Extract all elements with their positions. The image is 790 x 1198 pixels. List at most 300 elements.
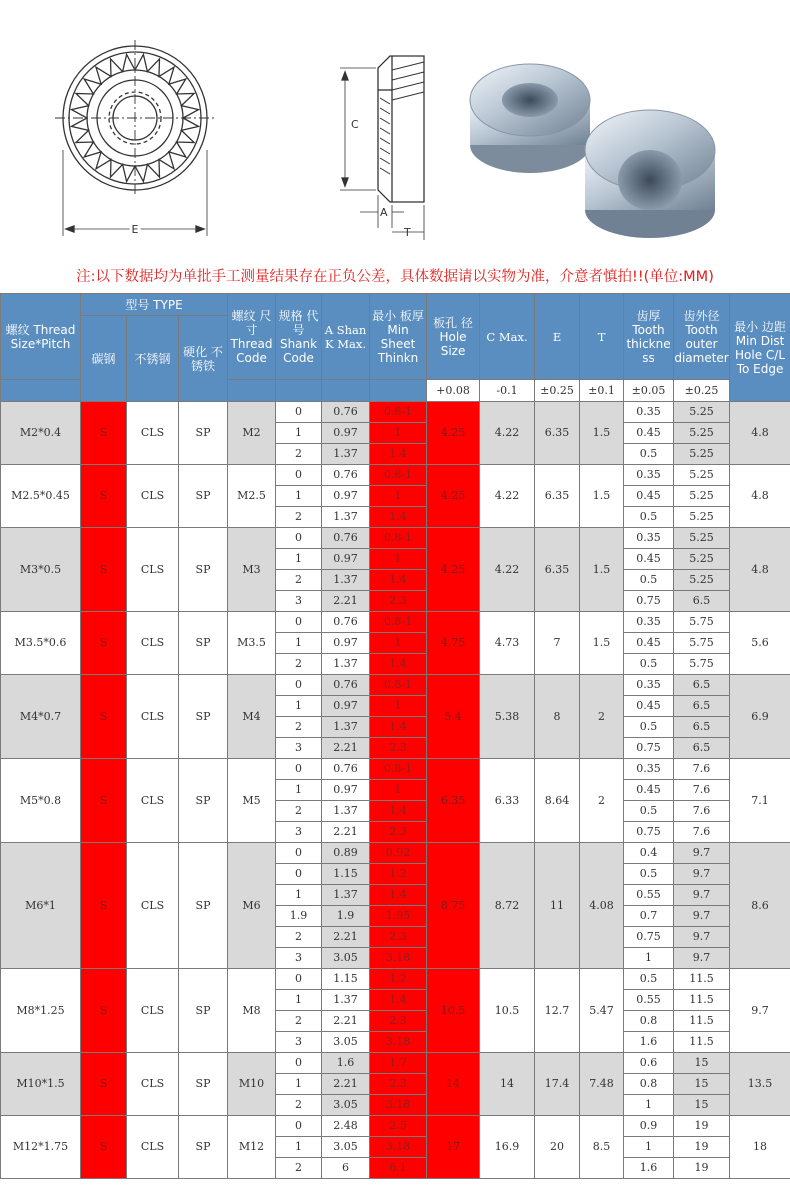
cell-shank-code: 2	[276, 1011, 322, 1032]
dim-label-t: T	[404, 226, 411, 239]
cell-a-max: 1.15	[322, 864, 370, 885]
cell-a-max: 2.21	[322, 822, 370, 843]
cell-type-hardened: SP	[179, 675, 228, 759]
cell-type-stainless: CLS	[127, 1053, 179, 1116]
cell-tooth-thickness: 0.8	[624, 1074, 674, 1095]
cell-a-max: 1.37	[322, 885, 370, 906]
dim-label-a: A	[380, 206, 388, 219]
table-row	[1, 528, 790, 549]
product-photo	[470, 64, 715, 238]
cell-tooth-thickness: 0.5	[624, 570, 674, 591]
cell-tooth-thickness: 0.5	[624, 801, 674, 822]
cell-min-sheet: 1.4	[370, 801, 427, 822]
table-row	[1, 465, 790, 486]
cell-type-carbon-steel: S	[81, 612, 127, 675]
cell-a-max: 1.37	[322, 717, 370, 738]
cell-shank-code: 0	[276, 759, 322, 780]
cell-tooth-diameter: 6.5	[674, 591, 730, 612]
cell-type-hardened: SP	[179, 612, 228, 675]
cell-tooth-thickness: 0.75	[624, 822, 674, 843]
cell-hole-size: 4.25	[427, 402, 480, 465]
cell-type-hardened: SP	[179, 969, 228, 1053]
cell-a-max: 3.05	[322, 1032, 370, 1053]
cell-shank-code: 2	[276, 1095, 322, 1116]
cell-t: 8.5	[580, 1116, 624, 1179]
cell-a-max: 0.97	[322, 423, 370, 444]
cell-type-carbon-steel: S	[81, 675, 127, 759]
cell-min-sheet: 1.4	[370, 885, 427, 906]
table-header	[1, 294, 790, 402]
header-type-hardened: 硬化 不锈铁	[179, 316, 228, 402]
table-row	[1, 1053, 790, 1074]
cell-thread-size: M12*1.75	[1, 1116, 81, 1179]
cell-a-max: 0.76	[322, 465, 370, 486]
cell-tooth-thickness: 0.4	[624, 843, 674, 864]
cell-min-sheet: 0.8-1	[370, 402, 427, 423]
cell-type-stainless: CLS	[127, 612, 179, 675]
cell-tooth-diameter: 7.6	[674, 759, 730, 780]
cell-shank-code: 2	[276, 654, 322, 675]
cell-tooth-diameter: 5.25	[674, 423, 730, 444]
header-thread: 螺纹 Thread Size*Pitch	[1, 294, 81, 380]
cell-shank-code: 1	[276, 1137, 322, 1158]
cell-min-sheet: 2.3	[370, 927, 427, 948]
cell-type-carbon-steel: S	[81, 759, 127, 843]
cell-a-max: 3.05	[322, 1095, 370, 1116]
cell-thread-code: M2.5	[228, 465, 276, 528]
cell-a-max: 0.76	[322, 402, 370, 423]
cell-a-max: 0.97	[322, 633, 370, 654]
cell-min-sheet: 2.5	[370, 1116, 427, 1137]
cell-tooth-thickness: 0.45	[624, 423, 674, 444]
cell-type-carbon-steel: S	[81, 528, 127, 612]
cell-e: 6.35	[535, 528, 580, 612]
table-body	[1, 402, 790, 1179]
cell-c-max: 4.22	[480, 465, 535, 528]
cell-min-sheet: 0.8-1	[370, 675, 427, 696]
header-thread-spacer	[1, 380, 81, 402]
cell-thread-size: M10*1.5	[1, 1053, 81, 1116]
cell-min-dist: 8.6	[730, 843, 790, 969]
cell-type-stainless: CLS	[127, 528, 179, 612]
cell-t: 2	[580, 759, 624, 843]
cell-tooth-diameter: 11.5	[674, 1032, 730, 1053]
cell-min-sheet: 0.8-1	[370, 759, 427, 780]
cell-type-stainless: CLS	[127, 759, 179, 843]
cell-a-max: 2.21	[322, 591, 370, 612]
cell-min-sheet: 6.1	[370, 1158, 427, 1179]
cell-min-sheet: 1.95	[370, 906, 427, 927]
cell-min-dist: 5.6	[730, 612, 790, 675]
cell-min-sheet: 1	[370, 633, 427, 654]
cell-shank-code: 0	[276, 1116, 322, 1137]
cell-shank-code: 2	[276, 927, 322, 948]
cell-a-max: 1.9	[322, 906, 370, 927]
header-tooth-diameter: 齿外径 Tooth outer diameter	[674, 294, 730, 380]
cell-t: 4.08	[580, 843, 624, 969]
header-t: T	[580, 294, 624, 380]
cell-tooth-diameter: 5.25	[674, 549, 730, 570]
cell-hole-size: 17	[427, 1116, 480, 1179]
cell-shank-code: 0	[276, 843, 322, 864]
cell-min-dist: 18	[730, 1116, 790, 1179]
cell-shank-code: 1	[276, 1074, 322, 1095]
cell-shank-code: 2	[276, 717, 322, 738]
cell-shank-code: 1	[276, 486, 322, 507]
cell-hole-size: 6.35	[427, 759, 480, 843]
cell-min-sheet: 2.3	[370, 1011, 427, 1032]
cell-shank-code: 1	[276, 633, 322, 654]
cell-c-max: 14	[480, 1053, 535, 1116]
cell-min-sheet: 1.7	[370, 1053, 427, 1074]
cell-shank-code: 1	[276, 885, 322, 906]
cell-a-max: 0.97	[322, 696, 370, 717]
tolerance-tooth-thickness: ±0.05	[624, 380, 674, 402]
cell-shank-code: 0	[276, 675, 322, 696]
cell-hole-size: 4.25	[427, 465, 480, 528]
cell-min-sheet: 0.8-1	[370, 612, 427, 633]
cell-hole-size: 10.5	[427, 969, 480, 1053]
spec-table	[0, 293, 790, 1179]
cell-a-max: 2.48	[322, 1116, 370, 1137]
cell-tooth-diameter: 19	[674, 1116, 730, 1137]
cell-min-sheet: 2.3	[370, 738, 427, 759]
cell-hole-size: 4.75	[427, 612, 480, 675]
cell-a-max: 3.05	[322, 948, 370, 969]
cell-e: 12.7	[535, 969, 580, 1053]
cell-c-max: 16.9	[480, 1116, 535, 1179]
cell-tooth-diameter: 5.25	[674, 465, 730, 486]
cell-a-max: 1.37	[322, 570, 370, 591]
table-row	[1, 759, 790, 780]
cell-type-stainless: CLS	[127, 843, 179, 969]
cell-tooth-thickness: 0.45	[624, 486, 674, 507]
cell-min-dist: 7.1	[730, 759, 790, 843]
cell-min-sheet: 1	[370, 549, 427, 570]
cell-thread-code: M8	[228, 969, 276, 1053]
cell-min-sheet: 1.2	[370, 969, 427, 990]
cell-tooth-thickness: 0.35	[624, 612, 674, 633]
cell-c-max: 6.33	[480, 759, 535, 843]
cell-c-max: 8.72	[480, 843, 535, 969]
cell-type-stainless: CLS	[127, 969, 179, 1053]
cell-tooth-diameter: 7.6	[674, 801, 730, 822]
cell-thread-size: M3.5*0.6	[1, 612, 81, 675]
cell-min-sheet: 0.8-1	[370, 465, 427, 486]
cell-thread-code: M5	[228, 759, 276, 843]
cell-tooth-thickness: 0.45	[624, 633, 674, 654]
cell-type-hardened: SP	[179, 402, 228, 465]
cell-a-max: 0.97	[322, 486, 370, 507]
cell-thread-code: M10	[228, 1053, 276, 1116]
cell-shank-code: 0	[276, 864, 322, 885]
tolerance-t: ±0.1	[580, 380, 624, 402]
header-code-spacer	[228, 380, 276, 402]
cell-tooth-thickness: 0.55	[624, 885, 674, 906]
cell-type-carbon-steel: S	[81, 1116, 127, 1179]
table-row	[1, 402, 790, 423]
cell-tooth-thickness: 0.6	[624, 1053, 674, 1074]
cell-shank-code: 0	[276, 969, 322, 990]
cell-min-sheet: 3.18	[370, 948, 427, 969]
cell-t: 2	[580, 675, 624, 759]
cell-tooth-diameter: 9.7	[674, 948, 730, 969]
cell-tooth-diameter: 9.7	[674, 927, 730, 948]
cell-tooth-thickness: 0.5	[624, 717, 674, 738]
cell-thread-size: M5*0.8	[1, 759, 81, 843]
cell-type-hardened: SP	[179, 1053, 228, 1116]
disclaimer-note: 注:以下数据均为单批手工测量结果存在正负公差，具体数据请以实物为准，介意者慎拍!!(单位:MM)	[76, 269, 714, 285]
cell-shank-code: 3	[276, 738, 322, 759]
cell-type-carbon-steel: S	[81, 1053, 127, 1116]
header-hole: 板孔 径 Hole Size	[427, 294, 480, 380]
cell-t: 5.47	[580, 969, 624, 1053]
cell-tooth-diameter: 11.5	[674, 990, 730, 1011]
cell-min-sheet: 1	[370, 486, 427, 507]
cell-min-sheet: 1	[370, 780, 427, 801]
header-min-dist: 最小 边距 Min Dist Hole C/L To Edge	[730, 294, 790, 402]
cell-c-max: 4.73	[480, 612, 535, 675]
cell-shank-code: 1	[276, 549, 322, 570]
cell-shank-code: 1.9	[276, 906, 322, 927]
cell-min-dist: 4.8	[730, 528, 790, 612]
cell-tooth-diameter: 6.5	[674, 675, 730, 696]
cell-type-carbon-steel: S	[81, 843, 127, 969]
cell-shank-code: 1	[276, 990, 322, 1011]
cell-min-sheet: 2.3	[370, 591, 427, 612]
cell-shank-code: 1	[276, 423, 322, 444]
cell-min-sheet: 1.4	[370, 990, 427, 1011]
cell-e: 17.4	[535, 1053, 580, 1116]
cell-a-max: 1.37	[322, 444, 370, 465]
cell-a-max: 1.37	[322, 801, 370, 822]
cell-tooth-thickness: 0.75	[624, 927, 674, 948]
cell-e: 6.35	[535, 402, 580, 465]
cell-a-max: 2.21	[322, 927, 370, 948]
cell-a-max: 0.89	[322, 843, 370, 864]
cell-min-sheet: 1.4	[370, 507, 427, 528]
cell-c-max: 4.22	[480, 402, 535, 465]
cell-shank-code: 3	[276, 1032, 322, 1053]
cell-tooth-diameter: 5.25	[674, 528, 730, 549]
cell-tooth-thickness: 1	[624, 948, 674, 969]
cell-tooth-thickness: 0.55	[624, 990, 674, 1011]
header-shank-spacer	[276, 380, 322, 402]
cell-tooth-diameter: 19	[674, 1158, 730, 1179]
cell-tooth-thickness: 0.35	[624, 402, 674, 423]
table-row	[1, 1116, 790, 1137]
cell-tooth-thickness: 0.7	[624, 906, 674, 927]
cell-tooth-thickness: 0.75	[624, 591, 674, 612]
cell-tooth-thickness: 0.35	[624, 528, 674, 549]
cell-tooth-thickness: 0.45	[624, 780, 674, 801]
cell-e: 7	[535, 612, 580, 675]
cell-hole-size: 8.75	[427, 843, 480, 969]
cell-tooth-thickness: 0.5	[624, 654, 674, 675]
cell-tooth-thickness: 0.35	[624, 465, 674, 486]
tolerance-hole: +0.08	[427, 380, 480, 402]
cell-shank-code: 0	[276, 402, 322, 423]
cell-tooth-diameter: 5.75	[674, 654, 730, 675]
cell-a-max: 1.15	[322, 969, 370, 990]
cell-shank-code: 3	[276, 591, 322, 612]
cell-tooth-diameter: 6.5	[674, 696, 730, 717]
cell-thread-size: M2.5*0.45	[1, 465, 81, 528]
cell-tooth-diameter: 15	[674, 1074, 730, 1095]
cell-tooth-thickness: 0.5	[624, 969, 674, 990]
cell-min-sheet: 1	[370, 696, 427, 717]
cell-min-dist: 13.5	[730, 1053, 790, 1116]
header-thread-code: 螺纹 尺寸 Thread Code	[228, 294, 276, 380]
cell-tooth-thickness: 1	[624, 1137, 674, 1158]
cell-type-stainless: CLS	[127, 402, 179, 465]
cell-a-max: 0.97	[322, 549, 370, 570]
cell-a-max: 0.76	[322, 759, 370, 780]
cell-tooth-thickness: 0.35	[624, 759, 674, 780]
product-drawing-area	[0, 0, 790, 262]
tolerance-e: ±0.25	[535, 380, 580, 402]
cell-type-carbon-steel: S	[81, 969, 127, 1053]
cell-thread-code: M4	[228, 675, 276, 759]
cell-thread-size: M2*0.4	[1, 402, 81, 465]
cell-shank-code: 0	[276, 612, 322, 633]
cell-c-max: 5.38	[480, 675, 535, 759]
cell-tooth-thickness: 0.5	[624, 864, 674, 885]
cell-c-max: 4.22	[480, 528, 535, 612]
cell-shank-code: 3	[276, 948, 322, 969]
header-a-spacer	[322, 380, 370, 402]
cell-a-max: 3.05	[322, 1137, 370, 1158]
header-tooth-thickness: 齿厚 Tooth thickne ss	[624, 294, 674, 380]
cell-a-max: 1.37	[322, 990, 370, 1011]
cell-min-sheet: 1	[370, 423, 427, 444]
cell-a-max: 2.21	[322, 1074, 370, 1095]
table-row	[1, 675, 790, 696]
cell-hole-size: 4.25	[427, 528, 480, 612]
cell-type-stainless: CLS	[127, 465, 179, 528]
cell-tooth-diameter: 5.75	[674, 633, 730, 654]
cell-min-sheet: 1.4	[370, 444, 427, 465]
dim-label-c: C	[351, 118, 359, 131]
header-type-carbon-steel: 碳钢	[81, 316, 127, 402]
cell-tooth-thickness: 0.75	[624, 738, 674, 759]
cell-t: 1.5	[580, 402, 624, 465]
header-a: A Shan K Max.	[322, 294, 370, 380]
cell-tooth-thickness: 1.6	[624, 1032, 674, 1053]
cell-tooth-diameter: 5.25	[674, 444, 730, 465]
cell-tooth-diameter: 6.5	[674, 717, 730, 738]
cell-thread-code: M3	[228, 528, 276, 612]
cell-tooth-thickness: 0.45	[624, 696, 674, 717]
header-min-spacer	[370, 380, 427, 402]
cell-min-dist: 4.8	[730, 402, 790, 465]
cell-type-stainless: CLS	[127, 675, 179, 759]
table-row	[1, 843, 790, 864]
cell-tooth-diameter: 7.6	[674, 822, 730, 843]
cell-e: 8	[535, 675, 580, 759]
cell-min-dist: 4.8	[730, 465, 790, 528]
cell-min-sheet: 2.3	[370, 1074, 427, 1095]
cell-tooth-diameter: 5.75	[674, 612, 730, 633]
cell-min-sheet: 1.2	[370, 864, 427, 885]
cell-tooth-diameter: 19	[674, 1137, 730, 1158]
cell-tooth-diameter: 11.5	[674, 1011, 730, 1032]
cell-shank-code: 0	[276, 465, 322, 486]
cell-a-max: 0.76	[322, 612, 370, 633]
cell-tooth-diameter: 15	[674, 1095, 730, 1116]
cell-a-max: 1.37	[322, 507, 370, 528]
header-shank-code: 规格 代号 Shank Code	[276, 294, 322, 380]
cell-tooth-thickness: 0.35	[624, 675, 674, 696]
cell-shank-code: 2	[276, 444, 322, 465]
product-drawings	[0, 0, 790, 262]
cell-tooth-thickness: 1.6	[624, 1158, 674, 1179]
cell-tooth-thickness: 1	[624, 1095, 674, 1116]
cell-thread-size: M8*1.25	[1, 969, 81, 1053]
cell-tooth-thickness: 0.8	[624, 1011, 674, 1032]
cell-hole-size: 5.4	[427, 675, 480, 759]
cell-shank-code: 3	[276, 822, 322, 843]
cell-min-sheet: 1.4	[370, 717, 427, 738]
cell-min-dist: 9.7	[730, 969, 790, 1053]
cell-a-max: 0.97	[322, 780, 370, 801]
cell-tooth-diameter: 5.25	[674, 402, 730, 423]
cell-tooth-thickness: 0.45	[624, 549, 674, 570]
cell-tooth-diameter: 5.25	[674, 486, 730, 507]
cell-e: 11	[535, 843, 580, 969]
cell-min-sheet: 3.18	[370, 1032, 427, 1053]
header-type-stainless: 不锈钢	[127, 316, 179, 402]
cell-tooth-thickness: 0.9	[624, 1116, 674, 1137]
table-row	[1, 969, 790, 990]
cell-min-sheet: 0.8-1	[370, 528, 427, 549]
cell-type-stainless: CLS	[127, 1116, 179, 1179]
cell-a-max: 6	[322, 1158, 370, 1179]
cell-t: 1.5	[580, 528, 624, 612]
table-row	[1, 612, 790, 633]
cell-type-hardened: SP	[179, 1116, 228, 1179]
cell-min-sheet: 3.18	[370, 1137, 427, 1158]
cell-tooth-diameter: 11.5	[674, 969, 730, 990]
cell-tooth-diameter: 9.7	[674, 843, 730, 864]
cell-thread-code: M2	[228, 402, 276, 465]
cell-shank-code: 2	[276, 507, 322, 528]
cell-tooth-diameter: 5.25	[674, 507, 730, 528]
cell-tooth-diameter: 6.5	[674, 738, 730, 759]
cell-tooth-diameter: 9.7	[674, 885, 730, 906]
front-view-drawing	[55, 40, 215, 236]
cell-c-max: 10.5	[480, 969, 535, 1053]
cell-tooth-diameter: 15	[674, 1053, 730, 1074]
cell-type-hardened: SP	[179, 465, 228, 528]
cell-min-sheet: 0.92	[370, 843, 427, 864]
cell-tooth-thickness: 0.5	[624, 444, 674, 465]
cell-min-sheet: 3.18	[370, 1095, 427, 1116]
cell-a-max: 0.76	[322, 528, 370, 549]
dim-label-e: E	[131, 223, 139, 236]
cell-hole-size: 14	[427, 1053, 480, 1116]
cell-shank-code: 2	[276, 801, 322, 822]
cell-tooth-diameter: 9.7	[674, 864, 730, 885]
header-e: E	[535, 294, 580, 380]
cell-thread-size: M6*1	[1, 843, 81, 969]
cell-min-sheet: 1.4	[370, 654, 427, 675]
cell-tooth-thickness: 0.5	[624, 507, 674, 528]
cell-tooth-diameter: 7.6	[674, 780, 730, 801]
cell-a-max: 1.37	[322, 654, 370, 675]
cell-t: 1.5	[580, 612, 624, 675]
cell-shank-code: 0	[276, 528, 322, 549]
